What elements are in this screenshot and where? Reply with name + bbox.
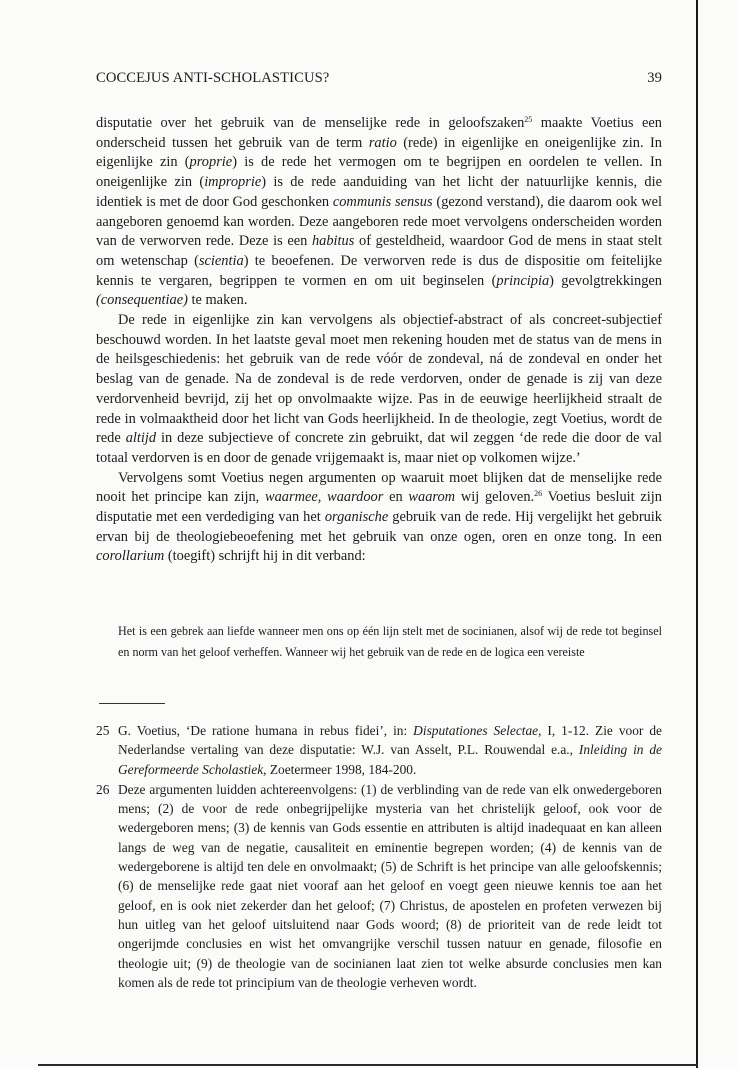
footnote-separator [99, 703, 165, 704]
footnotes [96, 721, 662, 992]
footnote-text: Deze argumenten luidden achtereenvolgens: (1) de verblinding van de rede van elk onwedergeboren mens; (2) de voor de rede onbegrijpelijke mysteria van het christelijk geloof, ook voor de wedergeboren mens; (3) de kennis van Gods essentie en attributen is altijd inadequaat en kan alleen langs de weg van de negatie, causaliteit en eminentie begrepen worden; (4) de kennis van de wedergeborene is altijd ten dele en onvolmaakt; (5) de Schrift is het principe van alle geloofskennis; (6) de menselijke rede gaat niet vooraf aan het geloof en voegt geen nieuwe kennis toe aan het geloof, en is ook niet zekerder dan het geloof; (7) Christus, de apostelen en profeten verwezen bij hun uitleg van het geloof uitsluitend naar Gods woord; (8) de prioriteit van de rede leidt tot ongerijmde conclusies en wist het omvangrijke verschil tussen natuur en genade, filosofie en theologie uit; (9) de theologie van de socinianen laat zien tot welke absurde conclusies men kan komen als de rede tot principium van de theologie verheven wordt. [118, 781, 662, 990]
running-header [96, 70, 662, 90]
paragraph-1: disputatie over het gebruik van de menselijke rede in geloofszaken$^{25}$ maakte Voetius een onderscheid tussen het gebruik van de term ratio (rede) in eigenlijke en oneigenlijke zin. In eigenlijke zin (proprie) is de rede het vermogen om te begrijpen en oordelen te vellen. In oneigenlijke zin (improprie) is de rede aanduiding van het licht der natuurlijke kennis, die identiek is met de door God geschonken communis sensus (gezond verstand), die daarom ook wel aangeboren genoemd kan worden. Deze aangeboren rede moet vervolgens onderscheiden worden van de verworven rede. Deze is een habitus of gesteldheid, waardoor God de mens in staat stelt om wetenschap (scientia) te beoefenen. De verworven rede is dus de dispositie om feitelijke kennis te vergaren, begrippen te vormen en om uit beginselen (principia) gevolgtrekkingen (consequentiae) te maken. [96, 115, 663, 309]
paragraph-3: Vervolgens somt Voetius negen argumenten op waaruit moet blijken dat de menselijke rede nooit het principe kan zijn, waarmee, waardoor en waarom wij geloven.$^{26}$ Voetius besluit zijn disputatie met een verdediging van het organische gebruik van de rede. Hij vergelijkt het gebruik ervan bij de theologiebeoefening met het gebruik van onze ogen, oren en onze tong. In een corollarium (toegift) schrijft hij in dit verband: [96, 469, 662, 565]
footnote-ref-26[interactable]: 26 [534, 489, 543, 499]
paragraph-2: De rede in eigenlijke zin kan vervolgens als objectief-abstract of als concreet-subjectief beschouwd worden. In het laatste geval moet men rekening houden met de status van de mens in de heilsgeschiedenis: het gebruik van de rede vóór de zondeval, ná de zondeval en onder het beslag van de genade. Na de zondeval is de rede verdorven, onder de genade is zij van deze verdorvenheid bevrijd, zij het op onvolmaakte wijze. Pas in de eeuwige heerlijkheid straalt de rede in volmaaktheid door het licht van Gods heerlijkheid. In de theologie, zegt Voetius, wordt de rede altijd in deze subjectieve of concrete zin gebruikt, dat wil zeggen ‘de rede die door de val totaal verdorven is en door de genade vrijgemaakt is, maar niet op volkomen wijze.’ [96, 312, 662, 466]
page-edge-rule-bottom [38, 1064, 698, 1066]
footnote-26 [96, 780, 662, 992]
block-quote: Het is een gebrek aan liefde wanneer men ons op één lijn stelt met de socinianen, alsof wij de rede tot beginsel en norm van het geloof verheffen. Wanneer wij het gebruik van de rede en de logica een vereiste [118, 624, 662, 659]
footnote-ref-25[interactable]: 25 [524, 115, 533, 124]
footnote-text: G. Voetius, ‘De ratione humana in rebus fidei’, in: Disputationes Selectae, I, 1-12. Zie voor de Nederlandse vertaling van deze disputatie: W.J. van Asselt, P.L. Rouwendal e.a., Inleiding in de Gereformeerde Scholastiek, Zoetermeer 1998, 184-200. [118, 723, 662, 777]
footnote-number: 26 [96, 781, 110, 797]
page-number: 39 [647, 70, 662, 86]
page-edge-rule-right [696, 0, 698, 1068]
footnote-number: 25 [96, 723, 110, 738]
body-text [96, 114, 662, 567]
running-title: COCCEJUS ANTI-SCHOLASTICUS? [96, 70, 330, 86]
footnote-25 [96, 721, 662, 779]
